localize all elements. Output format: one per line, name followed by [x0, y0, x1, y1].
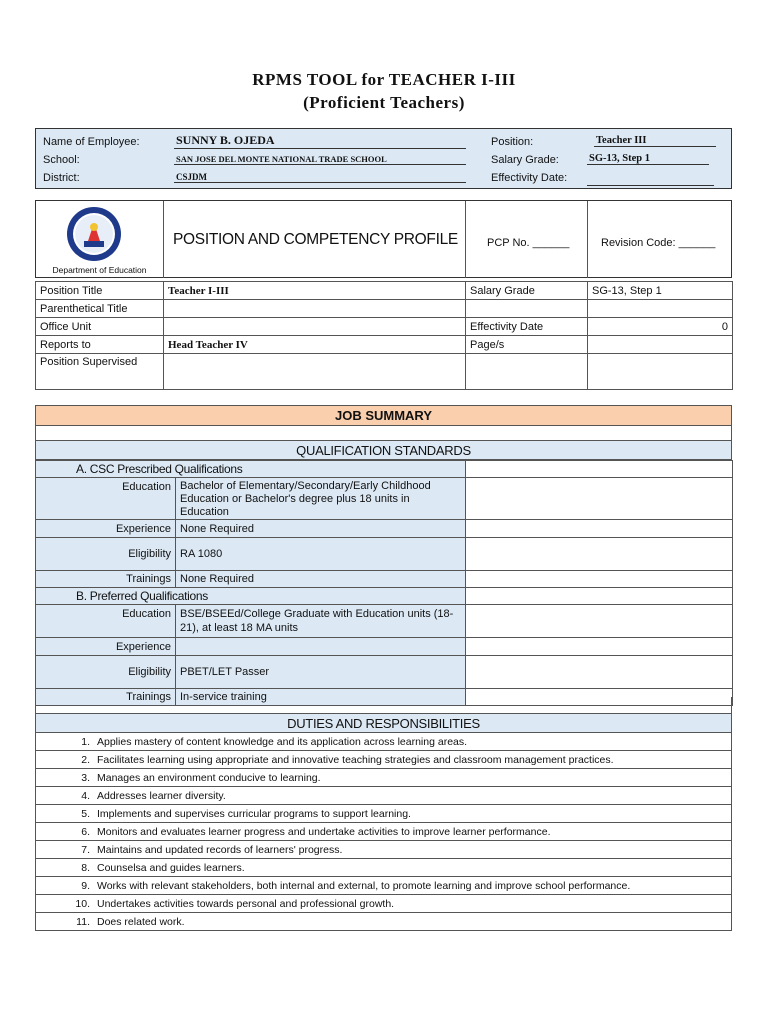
name-label: Name of Employee:: [43, 136, 140, 148]
csc-eligibility-value: RA 1080: [176, 538, 466, 571]
empty-cell: [466, 656, 733, 689]
preferred-education-line: BSE/BSEEd/College Graduate with Education units (18-: [180, 608, 454, 620]
preferred-experience-value: [176, 638, 466, 656]
duty-number: 8.: [81, 862, 90, 874]
salary-grade-label-2: Salary Grade: [466, 282, 588, 300]
qualifications-table: [35, 460, 733, 706]
csc-education-label: Education: [36, 478, 176, 520]
duty-item: [35, 823, 732, 841]
duties-heading: DUTIES AND RESPONSIBILITIES: [35, 714, 732, 733]
empty-cell: [466, 354, 588, 390]
profile-header: [35, 200, 732, 278]
duty-number: 11.: [76, 916, 90, 928]
preferred-trainings-value: In-service training: [176, 689, 466, 706]
csc-experience-value: None Required: [176, 520, 466, 538]
employee-name-field[interactable]: SUNNY B. OJEDA: [174, 133, 466, 149]
duty-item: [35, 895, 732, 913]
salary-grade-label: Salary Grade:: [491, 154, 559, 166]
empty-cell: [466, 520, 733, 538]
duty-text: Addresses learner diversity.: [97, 790, 226, 802]
duty-item: [35, 787, 732, 805]
duty-number: 6.: [81, 826, 90, 838]
empty-cell: [466, 538, 733, 571]
duty-number: 1.: [81, 736, 90, 748]
document-subtitle: (Proficient Teachers): [303, 93, 465, 112]
duty-item: [35, 805, 732, 823]
employee-info-box: [35, 128, 732, 189]
duty-number: 3.: [81, 772, 90, 784]
parenthetical-title-label: Parenthetical Title: [36, 300, 164, 318]
duty-text: Implements and supervises curricular programs to support learning.: [97, 808, 411, 820]
position-title-value[interactable]: Teacher I-III: [164, 282, 466, 300]
empty-cell: [466, 605, 733, 638]
qualification-standards-heading: QUALIFICATION STANDARDS: [35, 441, 732, 460]
preferred-trainings-label: Trainings: [36, 689, 176, 706]
pcp-number[interactable]: PCP No. ______: [487, 237, 570, 249]
empty-cell: [466, 571, 733, 588]
duty-text: Undertakes activities towards personal and professional growth.: [97, 898, 395, 910]
csc-heading: A. CSC Prescribed Qualifications: [36, 461, 466, 478]
empty-cell: [466, 588, 733, 605]
duty-text: Monitors and evaluates learner progress and undertake activities to improve learner performance.: [97, 826, 551, 838]
duty-item: [35, 769, 732, 787]
duty-text: Facilitates learning using appropriate and innovative teaching strategies and classroom management practices.: [97, 754, 614, 766]
duty-number: 4.: [81, 790, 90, 802]
position-title-label: Position Title: [36, 282, 164, 300]
district-label: District:: [43, 172, 80, 184]
pages-value[interactable]: [588, 336, 733, 354]
district-field[interactable]: CSJDM: [174, 172, 466, 183]
effectivity-label: Effectivity Date:: [491, 172, 568, 184]
duty-item: [35, 859, 732, 877]
duty-text: Applies mastery of content knowledge and its application across learning areas.: [97, 736, 468, 748]
preferred-heading: B. Preferred Qualifications: [36, 588, 466, 605]
empty-cell: [466, 300, 588, 318]
office-unit-value[interactable]: [164, 318, 466, 336]
duty-item: [35, 913, 732, 931]
csc-education-line: Education or Bachelor's degree plus 18 units in Education: [180, 493, 410, 518]
empty-cell: [588, 300, 733, 318]
duty-number: 9.: [81, 880, 90, 892]
csc-trainings-value: None Required: [176, 571, 466, 588]
position-details-table: [35, 281, 733, 390]
effectivity-field[interactable]: [587, 172, 714, 186]
empty-cell: [466, 478, 733, 520]
duty-text: Does related work.: [97, 916, 185, 928]
empty-cell: [588, 354, 733, 390]
csc-education-line: Bachelor of Elementary/Secondary/Early Childhood: [180, 480, 431, 492]
preferred-eligibility-value: PBET/LET Passer: [176, 656, 466, 689]
preferred-education-value: [176, 605, 466, 638]
parenthetical-title-value[interactable]: [164, 300, 466, 318]
csc-education-value: [176, 478, 466, 520]
position-field[interactable]: Teacher III: [594, 135, 716, 147]
preferred-experience-label: Experience: [36, 638, 176, 656]
duty-item: [35, 841, 732, 859]
csc-experience-label: Experience: [36, 520, 176, 538]
pages-label: Page/s: [466, 336, 588, 354]
preferred-education-label: Education: [36, 605, 176, 638]
csc-trainings-label: Trainings: [36, 571, 176, 588]
effectivity-date-label: Effectivity Date: [466, 318, 588, 336]
position-supervised-value[interactable]: [164, 354, 466, 390]
duty-number: 7.: [81, 844, 90, 856]
reports-to-value[interactable]: Head Teacher IV: [164, 336, 466, 354]
position-label: Position:: [491, 136, 534, 148]
duty-text: Manages an environment conducive to learning.: [97, 772, 321, 784]
spacer-row: [35, 697, 732, 714]
duty-item: [35, 751, 732, 769]
revision-code[interactable]: Revision Code: ______: [601, 237, 716, 249]
duty-number: 2.: [81, 754, 90, 766]
job-summary-body[interactable]: [35, 426, 732, 441]
empty-cell: [466, 638, 733, 656]
duty-number: 5.: [81, 808, 90, 820]
profile-heading: POSITION AND COMPETENCY PROFILE: [173, 231, 458, 248]
preferred-eligibility-label: Eligibility: [36, 656, 176, 689]
preferred-education-line: 21), at least 18 MA units: [180, 622, 299, 634]
reports-to-label: Reports to: [36, 336, 164, 354]
salary-grade-field[interactable]: SG-13, Step 1: [587, 153, 709, 165]
seal-caption: Department of Education: [52, 265, 147, 275]
document-title: RPMS TOOL for TEACHER I-III: [252, 70, 516, 89]
duty-item: [35, 877, 732, 895]
duty-text: Maintains and updated records of learners' progress.: [97, 844, 343, 856]
csc-eligibility-label: Eligibility: [36, 538, 176, 571]
duty-number: 10.: [75, 898, 90, 910]
duty-item: [35, 733, 732, 751]
office-unit-label: Office Unit: [36, 318, 164, 336]
salary-grade-value[interactable]: SG-13, Step 1: [588, 282, 733, 300]
position-supervised-label: Position Supervised: [36, 354, 164, 390]
job-summary-heading: JOB SUMMARY: [35, 405, 732, 426]
empty-cell: [466, 461, 733, 478]
school-field[interactable]: SAN JOSE DEL MONTE NATIONAL TRADE SCHOOL: [174, 154, 466, 165]
effectivity-date-value[interactable]: 0: [588, 318, 733, 336]
deped-seal-icon: [54, 205, 134, 263]
school-label: School:: [43, 154, 80, 166]
duty-text: Works with relevant stakeholders, both internal and external, to promote learning and improve school performance.: [97, 880, 631, 892]
duty-text: Counselsa and guides learners.: [97, 862, 245, 874]
